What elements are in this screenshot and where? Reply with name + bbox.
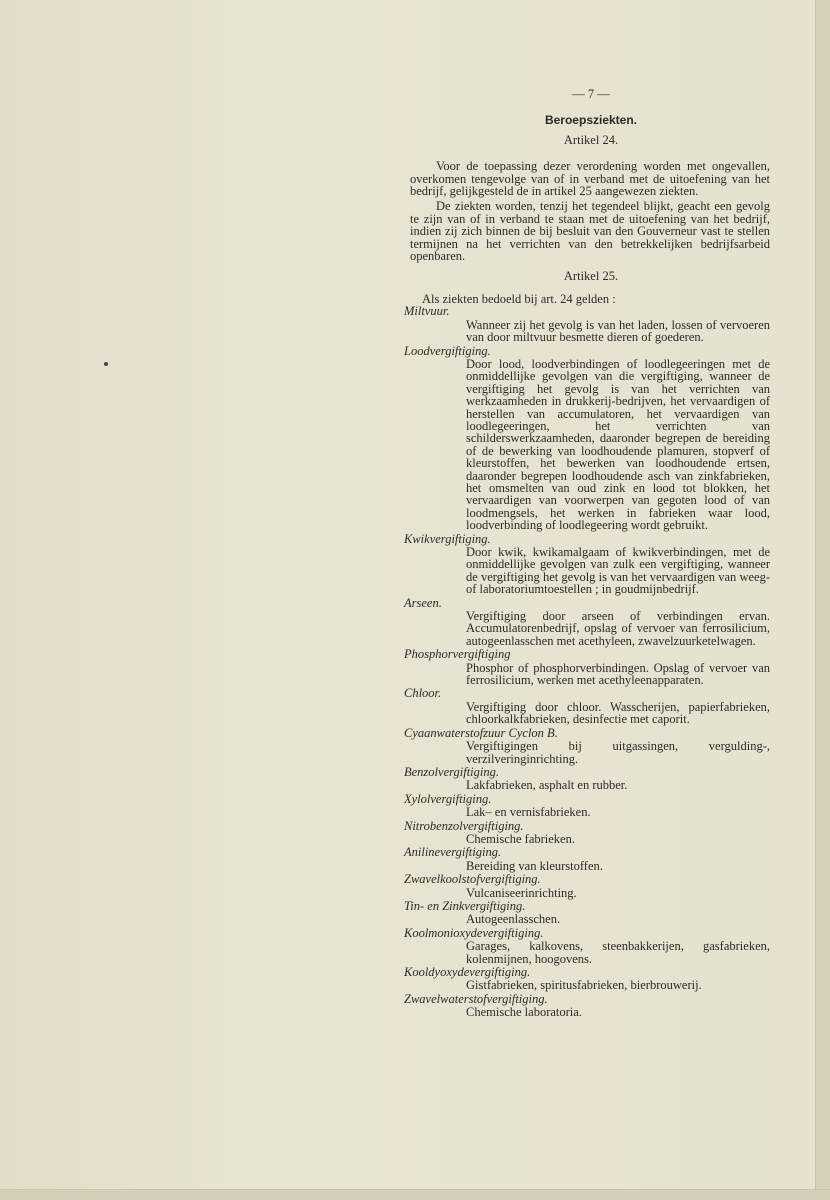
disease-description: Wanneer zij het gevolg is van het laden, lossen of vervoeren van door miltvuur besmette dieren of goederen. [466, 317, 770, 345]
article-25-heading: Artikel 25. [563, 269, 619, 284]
disease-description: Autogeenlasschen. [466, 912, 561, 927]
disease-description: Phosphor of phosphorverbindingen. Opslag of vervoer van ferrosilicium, werken met acethyleenapparaten. [466, 660, 770, 688]
disease-description: Vergiftiging door chloor. Wasscherijen, papierfabrieken, chloorkalkfabrieken, desinfectie met caporit. [466, 699, 770, 727]
disease-term: Koolmonioxydevergiftiging. [404, 925, 544, 940]
disease-term: Arseen. [404, 595, 442, 610]
disease-term: Phosphorvergiftiging [404, 647, 511, 662]
article-25-intro: Als ziekten bedoeld bij art. 24 gelden : [422, 291, 616, 306]
page-edge-bottom [0, 1189, 830, 1200]
disease-description: Vergiftiging door arseen of verbindingen ervan. Accumulatorenbedrijf, opslag of vervoer van ferrosilicium, autogeenlasschen met acethyleen, zwavelzuurketelwagen. [466, 609, 770, 648]
article-24-paragraph-1: Voor de toepassing dezer verordening worden met ongevallen, overkomen tengevolge van of in verband met de uitoefening van het bedrijf, gelijkgesteld de in artikel 25 aangewezen ziekten. [410, 159, 770, 199]
disease-term: Zwavelkoolstofvergiftiging. [404, 872, 541, 887]
disease-term: Zwavelwaterstofvergiftiging. [404, 991, 548, 1006]
disease-description: Gistfabrieken, spiritusfabrieken, bierbrouwerij. [466, 978, 702, 993]
disease-description: Vulcaniseerinrichting. [466, 885, 577, 900]
article-24-heading: Artikel 24. [563, 132, 619, 147]
disease-description: Lakfabrieken, asphalt en rubber. [466, 778, 628, 793]
disease-description: Garages, kalkovens, steenbakkerijen, gasfabrieken, kolenmijnen, hoogovens. [466, 939, 770, 966]
disease-term: Nitrobenzolvergiftiging. [404, 818, 524, 833]
disease-term: Chloor. [404, 686, 442, 701]
text-column [398, 88, 770, 1020]
section-title: Beroepsziekten. [544, 113, 638, 128]
disease-description: Door kwik, kwikamalgaam of kwikverbindingen, met de onmiddellijke gevolgen van zulk een vergiftiging, wanneer de vergiftiging het gevolg is van het vervaardigen van weeg- of laboratoriumtoestellen ; in goudmijnbedrijf. [466, 545, 770, 597]
disease-description: Bereiding van kleurstoffen. [466, 858, 603, 873]
disease-term: Benzolvergiftiging. [404, 764, 500, 779]
disease-description: Vergiftigingen bij uitgassingen, vergulding-, verzilveringinrichting. [466, 739, 770, 766]
punch-mark [104, 362, 108, 366]
disease-description: Chemische fabrieken. [466, 831, 575, 846]
page-edge-right [815, 0, 830, 1200]
disease-list [398, 305, 770, 1018]
disease-description: Door lood, loodverbindingen of loodlegeeringen met de onmiddellijke gevolgen van die vergiftiging, wanneer de vergiftiging het gevolg is van het verrichten van werkzaamheden in drukkerij-bedrijven, het vervaardigen of herstellen van accumulatoren, het vervaardigen van loodlegeeringen, het verrichten van schilderswerkzaamheden, daaronder begrepen de bereiding of de bewerking van loodhoudende plamuren, stopverf of kleurstoffen, het bewerken van loodhoudende ertsen, daaronder begrepen loodhoudende asch van zinkfabrieken, het omsmelten van oud zink en lood tot blokken, het vervaardigen van voorwerpen van gegoten lood of van loodmengsels, het werken in fabrieken waar lood, loodverbinding of loodlegeering wordt gebruikt. [466, 356, 770, 533]
disease-description: Chemische laboratoria. [466, 1005, 582, 1020]
article-24-paragraph-2: De ziekten worden, tenzij het tegendeel blijkt, geacht een gevolg te zijn van of in verband te staan met de uitoefening van het bedrijf, indien zij zich binnen de bij besluit van den Gouverneur vast te stellen termijnen na het verrichten van den betrekkelijken bedrijfsarbeid openbaren. [410, 199, 770, 264]
disease-term: Miltvuur. [404, 304, 450, 319]
disease-term: Tin- en Zinkvergiftiging. [404, 898, 526, 913]
disease-description: Lak– en vernisfabrieken. [466, 805, 591, 820]
page-number: — 7 — [572, 87, 610, 101]
disease-term: Kooldyoxydevergiftiging. [404, 965, 531, 979]
disease-term: Loodvergiftiging. [404, 343, 491, 358]
disease-term: Kwikvergiftiging. [404, 531, 491, 546]
disease-term: Cyaanwaterstofzuur Cyclon B. [404, 725, 558, 740]
disease-term: Anilinevergiftiging. [404, 845, 502, 860]
disease-term: Xylolvergiftiging. [404, 791, 492, 806]
